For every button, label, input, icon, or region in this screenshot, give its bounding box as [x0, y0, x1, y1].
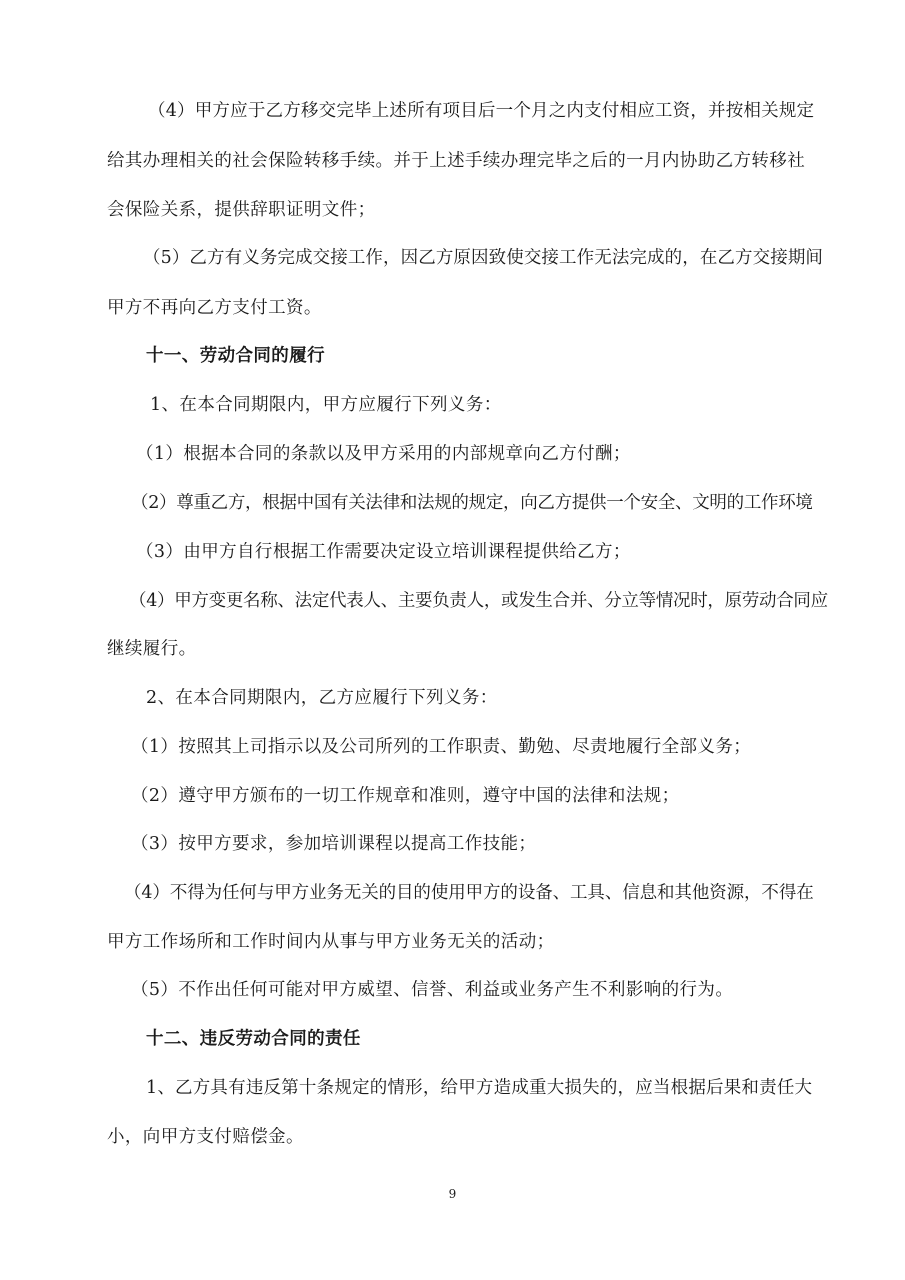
text-line: （1）根据本合同的条款以及甲方采用的内部规章向乙方付酬； — [136, 444, 631, 464]
text-line: （3）按甲方要求，参加培训课程以提高工作技能； — [131, 834, 537, 854]
text-line: （5）不作出任何可能对甲方威望、信誉、利益或业务产生不利影响的行为。 — [131, 980, 734, 1000]
text-line: （5）乙方有义务完成交接工作，因乙方原因致使交接工作无法完成的，在乙方交接期间 — [143, 248, 824, 268]
text-line: 小，向甲方支付赔偿金。 — [107, 1127, 304, 1147]
text-line: 甲方工作场所和工作时间内从事与甲方业务无关的活动； — [107, 932, 555, 952]
text-line: 2、在本合同期限内，乙方应履行下列义务： — [146, 688, 498, 708]
text-line: （2）尊重乙方，根据中国有关法律和法规的规定，向乙方提供一个安全、文明的工作环境 — [131, 493, 813, 513]
text-line: 继续履行。 — [107, 639, 197, 659]
text-line: （4）甲方变更名称、法定代表人、主要负责人，或发生合并、分立等情况时，原劳动合同应 — [129, 591, 828, 611]
text-line: （3）由甲方自行根据工作需要决定设立培训课程提供给乙方； — [136, 542, 631, 562]
text-line: （4）甲方应于乙方移交完毕上述所有项目后一个月之内支付相应工资，并按相关规定 — [148, 101, 815, 121]
text-line: 1、乙方具有违反第十条规定的情形，给甲方造成重大损失的，应当根据后果和责任大 — [146, 1078, 813, 1098]
page-number: 9 — [448, 1187, 457, 1201]
section-heading: 十二、违反劳动合同的责任 — [146, 1029, 361, 1049]
text-line: 给其办理相关的社会保险转移手续。并于上述手续办理完毕之后的一月内协助乙方转移社 — [107, 151, 806, 171]
text-line: 甲方不再向乙方支付工资。 — [107, 298, 322, 318]
text-line: 会保险关系，提供辞职证明文件； — [107, 200, 376, 220]
text-line: 1、在本合同期限内，甲方应履行下列义务： — [150, 395, 502, 415]
text-line: （1）按照其上司指示以及公司所列的工作职责、勤勉、尽责地履行全部义务； — [131, 737, 752, 757]
text-line: （2）遵守甲方颁布的一切工作规章和准则，遵守中国的法律和法规； — [131, 786, 680, 806]
section-heading: 十一、劳动合同的履行 — [146, 346, 325, 366]
text-line: （4）不得为任何与甲方业务无关的目的使用甲方的设备、工具、信息和其他资源，不得在 — [124, 883, 814, 903]
